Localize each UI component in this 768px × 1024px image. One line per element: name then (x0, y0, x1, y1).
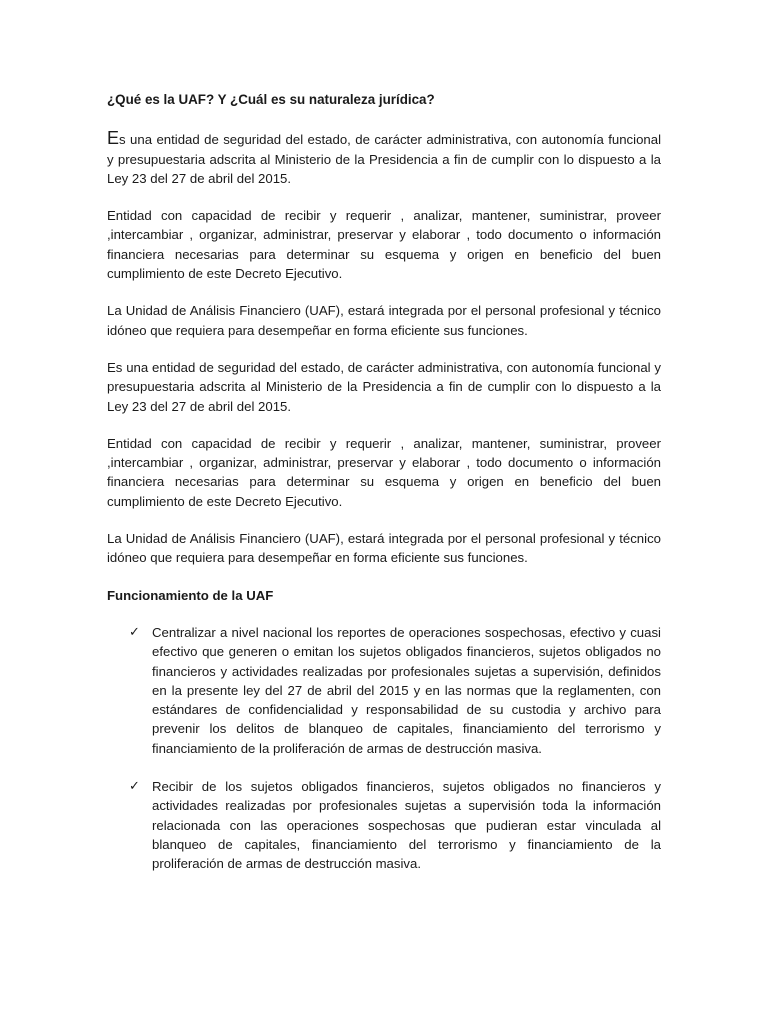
checkmark-icon: ✓ (129, 779, 140, 795)
intro-first-letter: E (107, 128, 120, 149)
document-title: ¿Qué es la UAF? Y ¿Cuál es su naturaleza jurídica? (107, 92, 435, 107)
paragraph: Entidad con capacidad de recibir y requerir , analizar, mantener, suministrar, proveer ,intercambiar , organizar, administrar, preservar y elaborar , todo documento o información financiera necesarias para determinar su esquema y origen en beneficio del buen cumplimiento de este Decreto Ejecutivo. (107, 208, 661, 282)
bullet-list (107, 623, 661, 874)
bullet-item (107, 777, 661, 873)
paragraph: Es una entidad de seguridad del estado, de carácter administrativa, con autonomía funcional y presupuestaria adscrita al Ministerio de la Presidencia a fin de cumplir con lo dispuesto a la Ley 23 del 27 de abril del 2015. (107, 359, 661, 414)
checkmark-icon: ✓ (129, 624, 140, 640)
paragraph: Entidad con capacidad de recibir y requerir , analizar, mantener, suministrar, proveer ,intercambiar , organizar, administrar, preservar y elaborar , todo documento o información financiera necesarias para determinar su esquema y origen en beneficio del buen cumplimiento de este Decreto Ejecutivo. (107, 435, 661, 509)
intro-paragraph (107, 129, 661, 188)
bullet-text: Recibir de los sujetos obligados financieros, sujetos obligados no financieros y actividades realizadas por profesionales sujetas a supervisión toda la información relacionada con las operaciones sospechosas que pudieran estar vinculada al blanqueo de capitales, financiamiento del terrorismo y financiamiento de la proliferación de armas de destrucción masiva. (152, 779, 661, 872)
section-heading: Funcionamiento de la UAF (107, 587, 274, 603)
intro-text: s una entidad de seguridad del estado, de carácter administrativa, con autonomía funcional y presupuestaria adscrita al Ministerio de la Presidencia a fin de cumplir con lo dispuesto a la Ley 23 del 27 de abril del 2015. (107, 132, 661, 186)
bullet-text: Centralizar a nivel nacional los reportes de operaciones sospechosas, efectivo y cuasi efectivo que generen o emitan los sujetos obligados financieros, sujetos obligados no financieros y actividades realizadas por profesionales sujetas a supervisión, definidos en la presente ley del 27 de abril del 2015 y en las normas que la reglamenten, con estándares de confidencialidad y responsabilidad de su custodia y archivo para prevenir los delitos de blanqueo de capitales, financiamiento del terrorismo y financiamiento de la proliferación de armas de destrucción masiva. (152, 624, 661, 756)
document-page (107, 90, 661, 893)
paragraph: La Unidad de Análisis Financiero (UAF), estará integrada por el personal profesional y técnico idóneo que requiera para desempeñar en forma eficiente sus funciones. (107, 303, 661, 338)
bullet-item (107, 623, 661, 758)
paragraph: La Unidad de Análisis Financiero (UAF), estará integrada por el personal profesional y técnico idóneo que requiera para desempeñar en forma eficiente sus funciones. (107, 531, 661, 566)
